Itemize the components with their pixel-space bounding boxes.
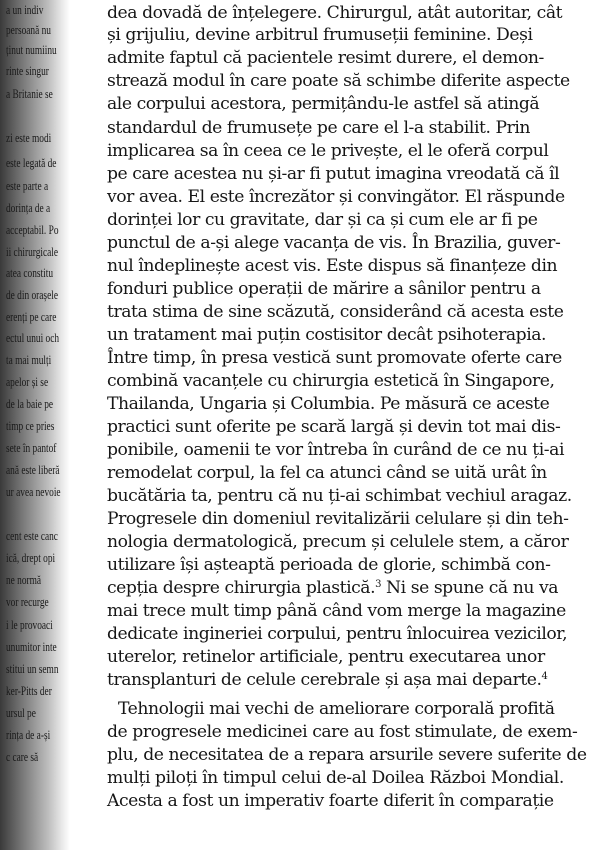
adjacent-page-line: atea constitu xyxy=(6,265,54,280)
adjacent-page-line: cent este canc xyxy=(6,528,58,543)
adjacent-page-line: este legată de xyxy=(6,155,57,170)
text-line: dorinței lor cu gravitate, dar și ca și cum ele ar fi pe xyxy=(107,210,538,230)
text-line: standardul de frumusețe pe care el l-a stabilit. Prin xyxy=(107,118,531,138)
adjacent-page-line: ectul unui och xyxy=(6,330,60,345)
text-line: uterelor, retinelor artificiale, pentru executarea unor xyxy=(107,647,545,667)
text-line: implicarea sa în ceea ce le privește, el le oferă corpul xyxy=(107,141,549,161)
adjacent-page-line: este parte a xyxy=(6,178,49,193)
adjacent-page-line: zi este modi xyxy=(6,130,52,145)
text-line: pe care acestea nu și-ar fi putut imagina vreodată că îl xyxy=(107,164,560,184)
adjacent-page-line: ică, drept opi xyxy=(6,550,56,565)
adjacent-page-line: i le provoaci xyxy=(6,617,53,632)
adjacent-page-line: apelor și se xyxy=(6,374,49,389)
adjacent-page-line: a un indiv xyxy=(6,2,44,17)
text-line: și grijuliu, devine arbitrul frumuseții feminine. Deși xyxy=(107,25,533,45)
adjacent-page-line: ii chirurgicale xyxy=(6,244,59,259)
adjacent-page-line: dorința de a xyxy=(6,200,51,215)
adjacent-page-line: ursul pe xyxy=(6,705,36,720)
adjacent-page-line: c care să xyxy=(6,749,39,764)
adjacent-page-line: ta mai mulți xyxy=(6,352,52,367)
text-line: punctul de a-și alege vacanța de vis. În Brazilia, guver- xyxy=(107,233,561,253)
adjacent-page-line: ur avea nevoie xyxy=(6,484,61,499)
text-line: nologia dermatologică, precum și celulele stem, a căror xyxy=(107,532,569,552)
text-line: mulți piloți în timpul celui de-al Doilea Război Mondial. xyxy=(107,768,564,788)
text-line: bucătăria ta, pentru că nu ți-ai schimbat vechiul aragaz. xyxy=(107,486,572,506)
adjacent-page-line: ținut numiinu xyxy=(6,42,57,57)
text-segment: cepția despre chirurgia plastică. xyxy=(107,578,376,598)
text-line: Acesta a fost un imperativ foarte diferit în comparație xyxy=(107,791,554,811)
text-line xyxy=(107,670,587,691)
text-line: practici sunt oferite pe scară largă și devin tot mai dis- xyxy=(107,417,561,437)
adjacent-page-line: sete în pantof xyxy=(6,440,57,455)
adjacent-page-line: rinte singur xyxy=(6,63,49,78)
adjacent-page-line: a Britanie se xyxy=(6,86,53,101)
adjacent-page-line: stitui un semn xyxy=(6,661,59,676)
text-line: remodelat corpul, la fel ca atunci când se uită urât în xyxy=(107,463,547,483)
text-line: Thailanda, Ungaria și Columbia. Pe măsură ce aceste xyxy=(107,394,550,414)
adjacent-page-line: unumitor inte xyxy=(6,639,57,654)
text-line: fonduri publice operații de mărire a sânilor pentru a xyxy=(107,279,541,299)
text-segment: transplanturi de celule cerebrale și așa mai departe. xyxy=(107,670,542,690)
text-line: mai trece mult timp până când vom merge la magazine xyxy=(107,601,566,621)
adjacent-page-line: rința de a-și xyxy=(6,727,51,742)
text-line: admite faptul că pacientele resimt durere, el demon- xyxy=(107,48,544,68)
adjacent-page-line: de la baie pe xyxy=(6,396,54,411)
text-line xyxy=(107,578,587,599)
text-line: Tehnologii mai vechi de ameliorare corporală profită xyxy=(118,699,555,719)
adjacent-page-line: ker-Pitts der xyxy=(6,683,52,698)
text-line: utilizare își așteaptă perioada de glorie, schimbă con- xyxy=(107,555,551,575)
adjacent-page-line: timp ce pries xyxy=(6,418,55,433)
text-line: trata stima de sine scăzută, considerând că acesta este xyxy=(107,302,564,322)
text-line: un tratament mai puțin costisitor decât psihoterapia. xyxy=(107,325,547,345)
text-line: dedicate ingineriei corpului, pentru înlocuirea vezicilor, xyxy=(107,624,568,644)
text-line: ale corpului acestora, permițându-le astfel să atingă xyxy=(107,94,540,114)
adjacent-page-line: erenți pe care xyxy=(6,309,57,324)
adjacent-page-line: vor recurge xyxy=(6,594,49,609)
text-line: de progresele medicinei care au fost stimulate, de exem- xyxy=(107,722,578,742)
text-line: Progresele din domeniul revitalizării celulare și din teh- xyxy=(107,509,569,529)
footnote-marker: 3 xyxy=(375,579,382,590)
text-line: strează modul în care poate să schimbe diferite aspecte xyxy=(107,71,570,91)
text-line: Între timp, în presa vestică sunt promovate oferte care xyxy=(107,348,562,368)
text-line: plu, de necesitatea de a repara arsurile severe suferite de xyxy=(107,745,587,765)
text-line: vor avea. El este încrezător și convingător. El răspunde xyxy=(107,187,565,207)
text-segment: Ni se spune că nu va xyxy=(381,578,559,598)
text-line: dea dovadă de înțelegere. Chirurgul, atât autoritar, cât xyxy=(107,3,563,23)
adjacent-page-line: ne normă xyxy=(6,572,42,587)
text-line: nul îndeplinește acest vis. Este dispus să finanțeze din xyxy=(107,256,558,276)
adjacent-page-line: ană este liberă xyxy=(6,462,60,477)
text-line: ponibile, oamenii te vor întreba în curând de ce nu ți-ai xyxy=(107,440,564,460)
adjacent-page-line: acceptabil. Po xyxy=(6,222,59,237)
adjacent-page-line: persoană nu xyxy=(6,22,51,37)
footnote-marker: 4 xyxy=(541,671,548,682)
adjacent-page-line: de din orașele xyxy=(6,287,58,302)
text-line: combină vacanțele cu chirurgia estetică în Singapore, xyxy=(107,371,555,391)
